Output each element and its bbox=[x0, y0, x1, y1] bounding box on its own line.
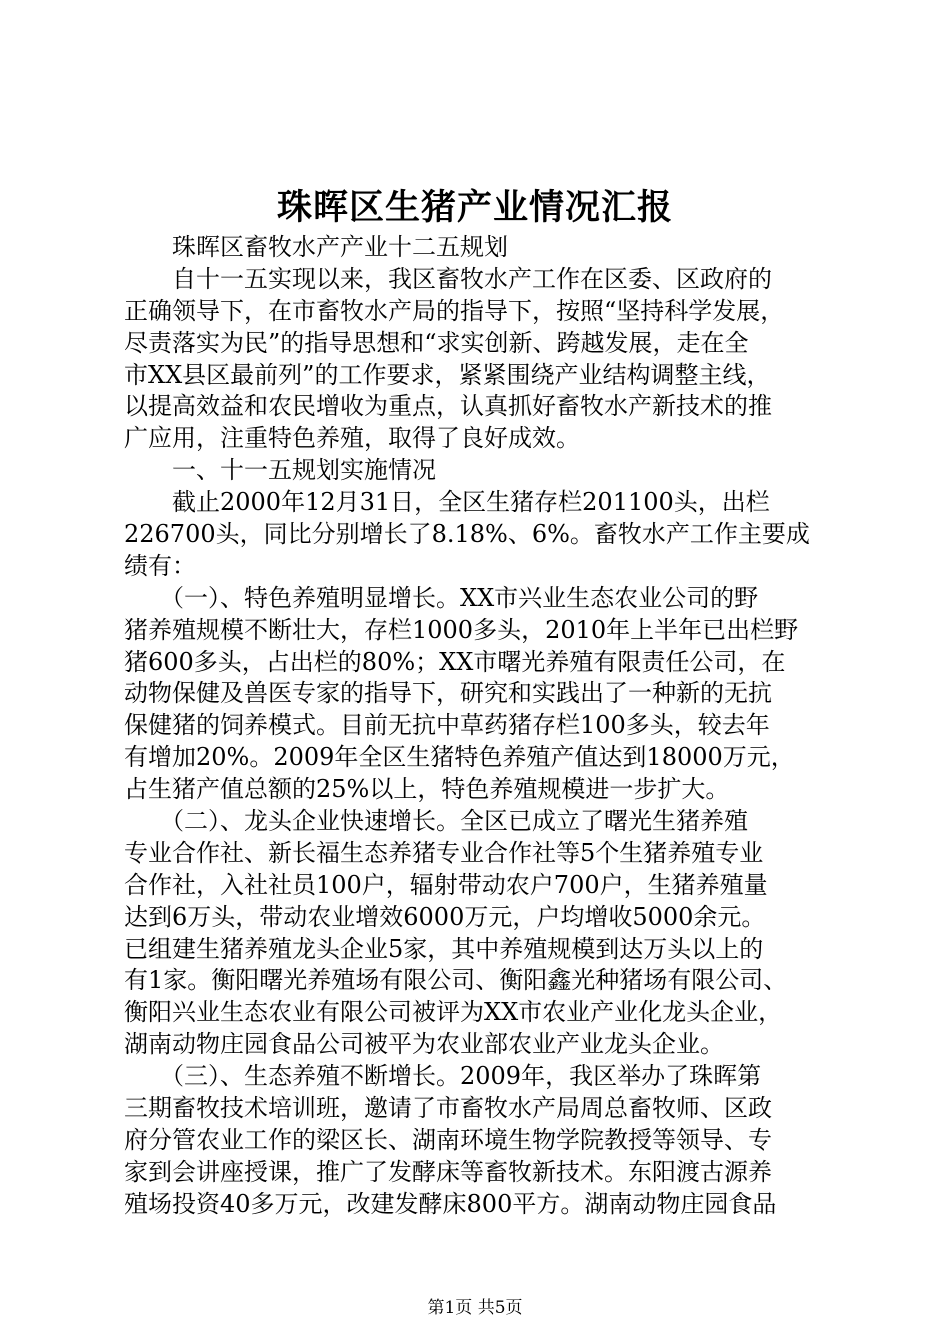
body-line: 专业合作社、新长福生态养猪专业合作社等5个生猪养殖专业 bbox=[124, 838, 764, 867]
body-line: 府分管农业工作的梁区长、湖南环境生物学院教授等领导、专 bbox=[124, 1125, 772, 1154]
body-line: 市XX县区最前列”的工作要求，紧紧围绕产业结构调整主线， bbox=[124, 360, 771, 389]
body-line: 以提高效益和农民增收为重点，认真抓好畜牧水产新技术的推 bbox=[124, 392, 772, 421]
body-line: 珠晖区畜牧水产产业十二五规划 bbox=[124, 233, 508, 261]
body-line: 自十一五实现以来，我区畜牧水产工作在区委、区政府的 bbox=[124, 264, 772, 293]
body-line: 一、十一五规划实施情况 bbox=[124, 456, 436, 485]
body-line: 猪600多头，占出栏的80%；XX市曙光养殖有限责任公司，在 bbox=[124, 647, 786, 676]
body-line: 猪养殖规模不断壮大，存栏1000多头，2010年上半年已出栏野 bbox=[124, 615, 799, 644]
body-line: （二）、龙头企业快速增长。全区已成立了曙光生猪养殖 bbox=[124, 807, 748, 836]
body-line: 衡阳兴业生态农业有限公司被评为XX市农业产业化龙头企业， bbox=[124, 998, 783, 1027]
body-line: 226700头，同比分别增长了8.18%、6%。畜牧水产工作主要成 bbox=[124, 520, 810, 549]
body-line: 绩有： bbox=[124, 551, 196, 580]
document-body bbox=[124, 232, 832, 1221]
body-line: 家到会讲座授课，推广了发酵床等畜牧新技术。东阳渡古源养 bbox=[124, 1157, 772, 1186]
body-line: 动物保健及兽医专家的指导下，研究和实践出了一种新的无抗 bbox=[124, 679, 772, 708]
body-line: 占生猪产值总额的25%以上，特色养殖规模进一步扩大。 bbox=[124, 775, 730, 804]
body-line: 有1家。衡阳曙光养殖场有限公司、衡阳鑫光种猪场有限公司、 bbox=[124, 966, 788, 995]
document-title: 珠晖区生猪产业情况汇报 bbox=[276, 187, 673, 228]
body-line: 保健猪的饲养模式。目前无抗中草药猪存栏100多头，较去年 bbox=[124, 711, 770, 740]
body-line: 殖场投资40多万元，改建发酵床800平方。湖南动物庄园食品 bbox=[124, 1189, 777, 1218]
body-line: 达到6万头，带动农业增效6000万元，户均增收5000余元。 bbox=[124, 902, 766, 931]
body-line: 已组建生猪养殖龙头企业5家，其中养殖规模到达万头以上的 bbox=[124, 934, 764, 963]
body-line: 截止2000年12月31日，全区生猪存栏201100头，出栏 bbox=[124, 488, 770, 517]
page-footer: 第1页 共5页 bbox=[427, 1298, 523, 1318]
body-line: 三期畜牧技术培训班，邀请了市畜牧水产局周总畜牧师、区政 bbox=[124, 1094, 772, 1123]
body-line: （一）、特色养殖明显增长。XX市兴业生态农业公司的野 bbox=[124, 583, 759, 612]
body-line: 湖南动物庄园食品公司被平为农业部农业产业龙头企业。 bbox=[124, 1030, 724, 1059]
body-line: 有增加20%。2009年全区生猪特色养殖产值达到18000万元， bbox=[124, 743, 795, 772]
body-line: （三）、生态养殖不断增长。2009年，我区举办了珠晖第 bbox=[124, 1062, 762, 1091]
body-line: 合作社，入社社员100户，辐射带动农户700户，生猪养殖量 bbox=[124, 870, 768, 899]
body-line: 广应用，注重特色养殖，取得了良好成效。 bbox=[124, 424, 580, 453]
body-line: 尽责落实为民”的指导思想和“求实创新、跨越发展，走在全 bbox=[124, 328, 749, 357]
body-line: 正确领导下，在市畜牧水产局的指导下，按照“坚持科学发展， bbox=[124, 296, 785, 325]
